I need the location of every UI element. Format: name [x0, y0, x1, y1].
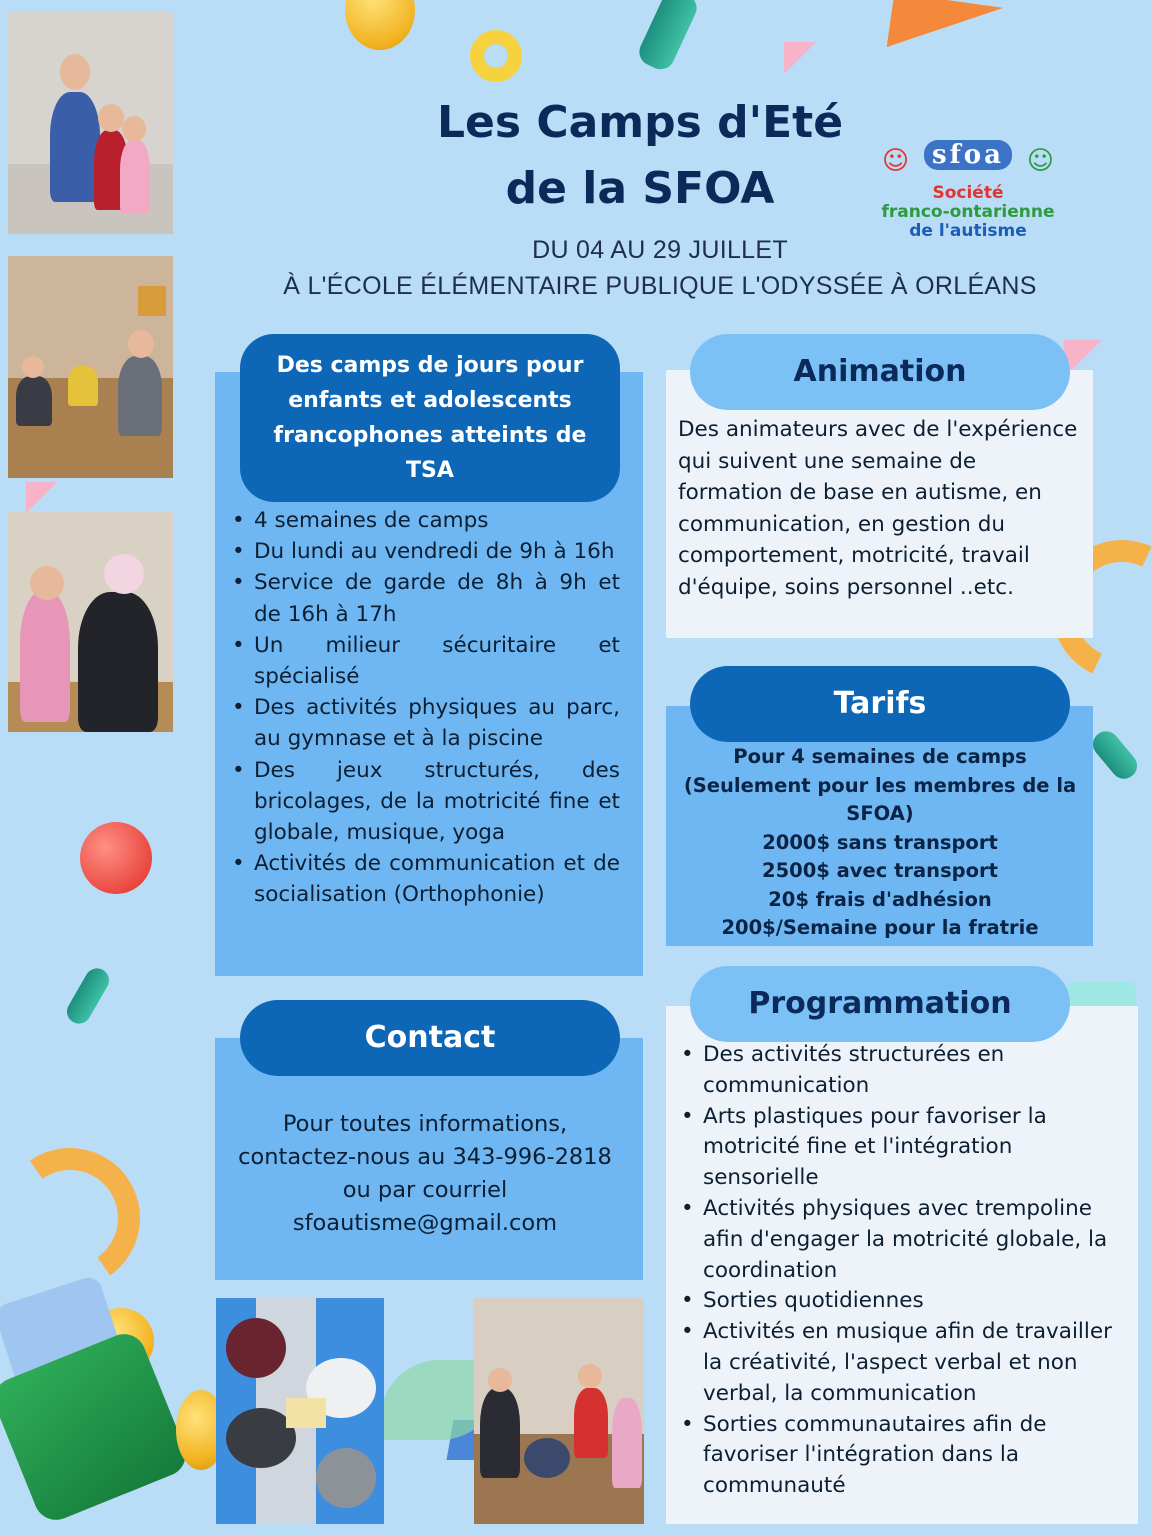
contact-phone[interactable]: contactez-nous au 343-996-2818: [238, 1144, 612, 1170]
programmation-list-item: • Des activités structurées en communication: [703, 1040, 1133, 1102]
tarifs-line: Pour 4 semaines de camps: [733, 745, 1027, 768]
camps-list-item: • Service de garde de 8h à 9h et de 16h à 17h: [254, 567, 620, 629]
camps-list: [232, 505, 620, 911]
tarifs-heading: Tarifs: [690, 666, 1070, 742]
stairs-decoration: [784, 42, 818, 72]
ring-decoration: [470, 30, 522, 82]
camps-heading: [240, 334, 620, 502]
sfoa-logo: [878, 140, 1058, 250]
contact-line-1: Pour toutes informations,: [282, 1111, 568, 1137]
tube-decoration: [63, 964, 114, 1028]
tube-decoration: [1088, 726, 1143, 784]
stairs-decoration: [26, 482, 58, 512]
camps-list-item: • Des jeux structurés, des bricolages, de la motricité fine et globale, musique, yoga: [254, 755, 620, 849]
camps-list-item: • Du lundi au vendredi de 9h à 16h: [254, 536, 620, 567]
child-figure-icon: ☺: [882, 146, 910, 176]
photo-kids-standing: [8, 12, 173, 234]
title-line-1: Les Camps d'Eté: [436, 97, 844, 148]
photo-group-room: [8, 256, 173, 478]
tarifs-line: 200$/Semaine pour la fratrie: [721, 916, 1039, 939]
logo-line-1: Société: [932, 183, 1004, 203]
logo-line-2: franco-ontarienne: [881, 202, 1055, 222]
logo-line-3: de l'autisme: [909, 221, 1027, 241]
animation-text: Des animateurs avec de l'expérience qui suivent une semaine de formation de base en autisme, en communication, en gestion du comportement, motricité, travail d'équipe, soins personnel ..etc.: [678, 417, 1078, 600]
tube-decoration: [635, 0, 701, 74]
programmation-list-item: • Activités en musique afin de travailler la créativité, l'aspect verbal et non verbal, la communication: [703, 1317, 1133, 1409]
camp-location: À L'ÉCOLE ÉLÉMENTAIRE PUBLIQUE L'ODYSSÉE À ORLÉANS: [283, 272, 1037, 300]
photo-kids-reading: [216, 1298, 384, 1524]
contact-heading: Contact: [240, 1000, 620, 1076]
child-figure-icon: ☺: [1026, 146, 1054, 176]
ball-decoration: [80, 822, 152, 894]
programmation-heading: Programmation: [690, 966, 1070, 1042]
programmation-list-item: • Sorties communautaires afin de favoriser l'intégration dans la communauté: [703, 1410, 1133, 1502]
tarifs-line: 2500$ avec transport: [762, 859, 998, 882]
title-line-2: de la SFOA: [505, 163, 775, 214]
programmation-list-item: • Arts plastiques pour favoriser la motricité fine et l'intégration sensorielle: [703, 1102, 1133, 1194]
tarifs-details: [676, 743, 1084, 943]
contact-line-3: ou par courriel: [342, 1177, 508, 1203]
programmation-list-item: • Sorties quotidiennes: [703, 1286, 1133, 1317]
tarifs-line: (Seulement pour les membres de la SFOA): [683, 773, 1077, 825]
photo-group-circle: [474, 1298, 644, 1524]
contact-details: [215, 1108, 635, 1240]
logo-word: sfoa: [924, 140, 1012, 170]
tarifs-line: 20$ frais d'adhésion: [768, 887, 992, 911]
photo-kids-bunny-masks: [8, 512, 173, 732]
camps-list-item: • Activités de communication et de socialisation (Orthophonie): [254, 848, 620, 910]
arc-decoration: [0, 1137, 151, 1299]
paper-plane-decoration: [887, 0, 1004, 62]
camps-list-item: • Des activités physiques au parc, au gymnase et à la piscine: [254, 692, 620, 754]
programmation-list-item: • Activités physiques avec trempoline afin d'engager la motricité globale, la coordination: [703, 1194, 1133, 1286]
camps-list-item: • 4 semaines de camps: [254, 505, 620, 536]
camps-heading-text: Des camps de jours pour enfants et adolescents francophones atteints de TSA: [273, 353, 587, 483]
contact-email[interactable]: sfoautisme@gmail.com: [292, 1210, 558, 1236]
tarifs-line: 2000$ sans transport: [762, 830, 998, 854]
programmation-list: [681, 1040, 1133, 1502]
coin-decoration: [345, 0, 415, 50]
animation-heading: Animation: [690, 334, 1070, 410]
camps-list-item: • Un milieur sécuritaire et spécialisé: [254, 630, 620, 692]
camp-dates: DU 04 AU 29 JUILLET: [532, 236, 788, 264]
